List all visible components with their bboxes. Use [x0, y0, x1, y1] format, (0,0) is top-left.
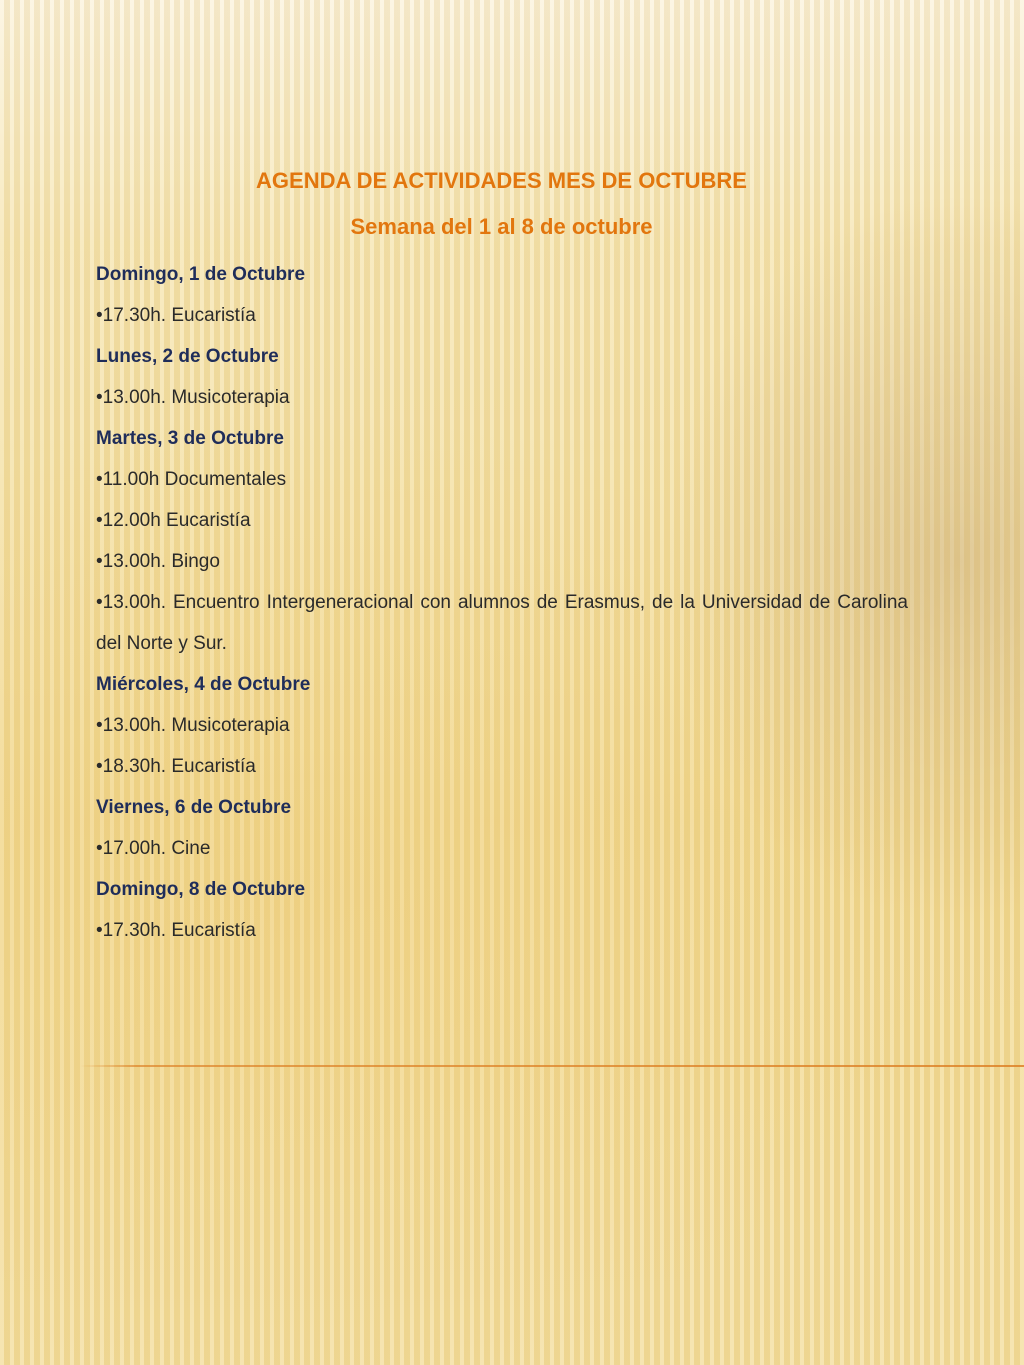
activity-item: •13.00h. Musicoterapia [96, 387, 290, 408]
week-subtitle: Semana del 1 al 8 de octubre [350, 214, 653, 239]
divider-line [80, 1065, 1024, 1067]
activity-item: •18.30h. Eucaristía [96, 756, 256, 777]
activity-item: •17.00h. Cine [96, 838, 211, 859]
agenda-list [96, 254, 908, 951]
activity-item: •11.00h Documentales [96, 469, 287, 490]
day-heading: Martes, 3 de Octubre [96, 428, 284, 449]
activity-item: •13.00h. Bingo [96, 551, 220, 572]
activity-item: •17.30h. Eucaristía [96, 920, 256, 941]
day-heading: Miércoles, 4 de Octubre [96, 674, 311, 695]
activity-item: •13.00h. Encuentro Intergeneracional con alumnos de Erasmus, de la Universidad de Carolina del Norte y Sur. [96, 592, 908, 654]
page-title: AGENDA DE ACTIVIDADES MES DE OCTUBRE [256, 168, 747, 193]
day-heading: Viernes, 6 de Octubre [96, 797, 292, 818]
day-heading: Domingo, 1 de Octubre [96, 264, 306, 285]
activity-item: •12.00h Eucaristía [96, 510, 251, 531]
day-heading: Domingo, 8 de Octubre [96, 879, 306, 900]
day-heading: Lunes, 2 de Octubre [96, 346, 279, 367]
activity-item: •13.00h. Musicoterapia [96, 715, 290, 736]
activity-item: •17.30h. Eucaristía [96, 305, 256, 326]
